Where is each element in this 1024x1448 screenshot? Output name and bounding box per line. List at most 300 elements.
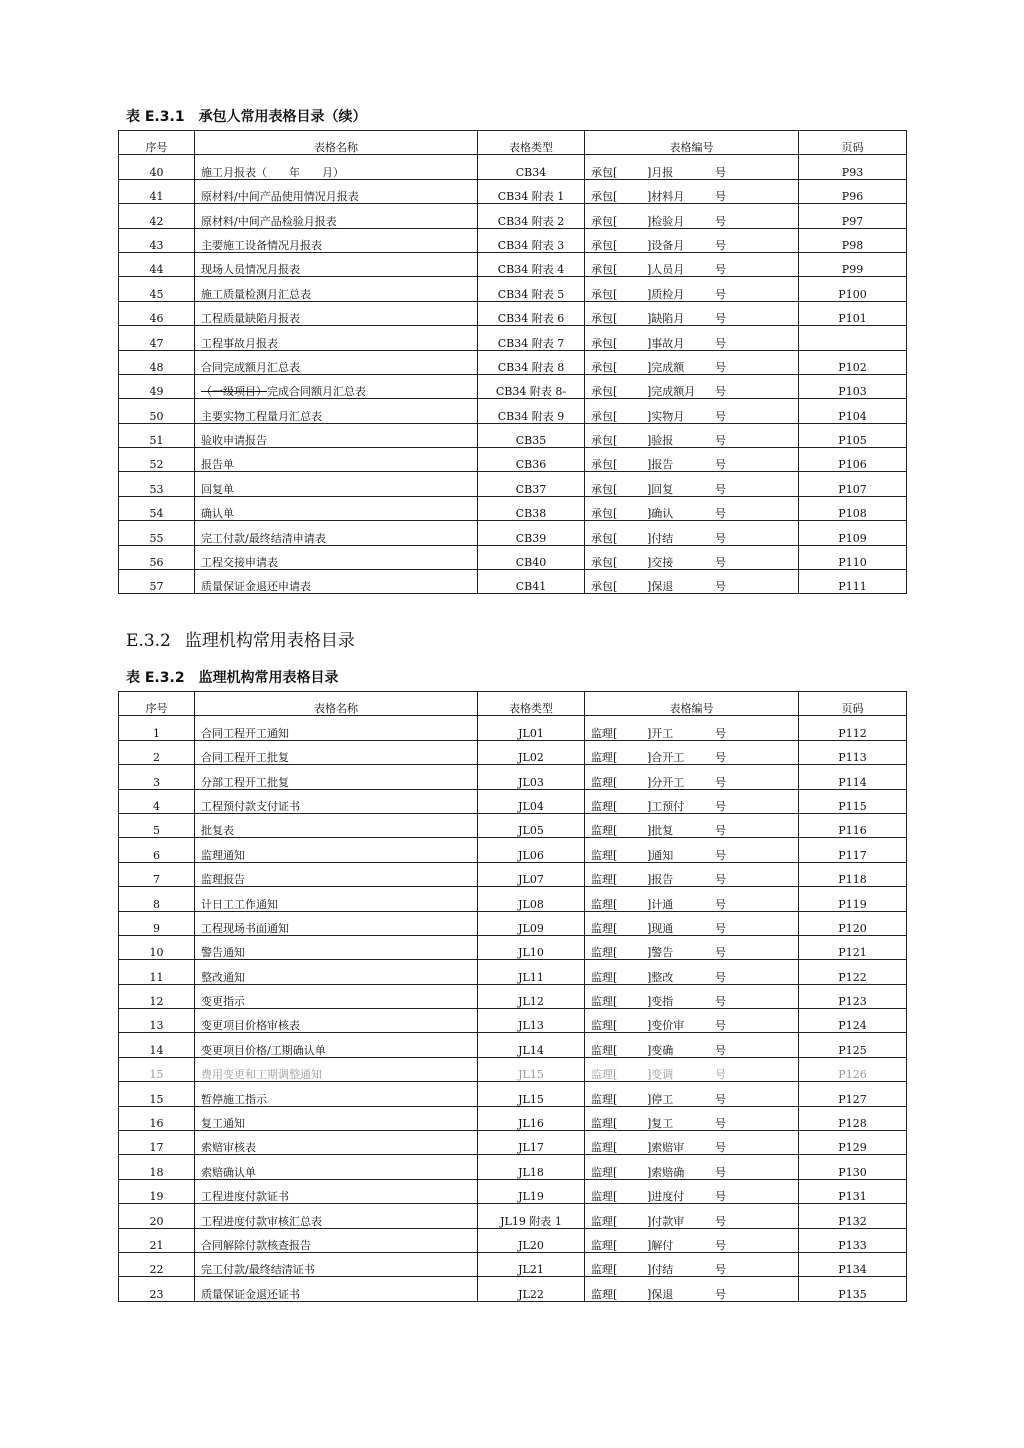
cell-page: P119 (799, 887, 907, 911)
code-suffix: 号 (715, 531, 726, 545)
code-prefix: 承包[ (591, 556, 618, 570)
table-row (119, 301, 907, 325)
cell-form-code (585, 1155, 799, 1179)
cell-page: P127 (799, 1082, 907, 1106)
form-name-text: 施工质量检测月汇总表 (201, 287, 311, 301)
form-name-text: 监理通知 (201, 848, 245, 862)
code-body: ]索赔确 (647, 1165, 685, 1179)
cell-form-code (585, 1228, 799, 1252)
cell-form-type: JL15 (478, 1057, 585, 1081)
form-name-text: 工程预付款支付证书 (201, 799, 300, 813)
code-body: ]完成额 (647, 360, 685, 374)
cell-form-name (195, 740, 478, 764)
code-body: ]变确 (647, 1043, 674, 1057)
table-row (119, 813, 907, 837)
code-body: ]缺陷月 (647, 312, 685, 326)
form-name-text: 合同解除付款核查报告 (201, 1238, 311, 1252)
code-body: ]月报 (647, 165, 674, 179)
code-body: ]工预付 (647, 799, 685, 813)
cell-form-name (195, 374, 478, 398)
form-name-text: 变更项目价格/工期确认单 (201, 1043, 326, 1057)
header-form-name: 表格名称 (195, 692, 478, 716)
code-body: ]付结 (647, 1263, 674, 1277)
code-prefix: 承包[ (591, 238, 618, 252)
table-row (119, 862, 907, 886)
cell-form-code (585, 228, 799, 252)
form-name-text: 完成合同额月汇总表 (267, 385, 366, 399)
form-name-text: 合同完成额月汇总表 (201, 360, 300, 374)
cell-form-name (195, 350, 478, 374)
code-body: ]检验月 (647, 214, 685, 228)
cell-form-code (585, 448, 799, 472)
code-suffix: 号 (715, 824, 726, 838)
cell-page: P104 (799, 399, 907, 423)
code-suffix: 号 (715, 897, 726, 911)
cell-page: P126 (799, 1057, 907, 1081)
cell-serial: 23 (119, 1277, 195, 1301)
code-prefix: 承包[ (591, 580, 618, 594)
code-prefix: 承包[ (591, 507, 618, 521)
cell-page: P108 (799, 496, 907, 520)
code-suffix: 号 (715, 1141, 726, 1155)
code-prefix: 监理[ (591, 1068, 618, 1082)
cell-form-type: JL20 (478, 1228, 585, 1252)
code-suffix: 号 (715, 507, 726, 521)
table-header-row (119, 692, 907, 716)
header-form-type: 表格类型 (478, 692, 585, 716)
code-suffix: 号 (715, 1092, 726, 1106)
code-body: ]索赔审 (647, 1141, 685, 1155)
cell-form-code (585, 887, 799, 911)
table-row (119, 374, 907, 398)
cell-page (799, 326, 907, 350)
cell-page: P120 (799, 911, 907, 935)
cell-form-code (585, 862, 799, 886)
cell-serial: 22 (119, 1252, 195, 1276)
cell-form-type: JL01 (478, 716, 585, 740)
form-name-text: 质量保证金退还申请表 (201, 580, 311, 594)
cell-form-name (195, 326, 478, 350)
code-prefix: 承包[ (591, 482, 618, 496)
cell-form-code (585, 1106, 799, 1130)
section-number: E.3.2 (126, 631, 171, 651)
cell-serial: 55 (119, 521, 195, 545)
cell-form-type: CB34 附表 2 (478, 204, 585, 228)
code-suffix: 号 (715, 1117, 726, 1131)
code-body: ]事故月 (647, 336, 685, 350)
table-row (119, 1155, 907, 1179)
table-row (119, 911, 907, 935)
cell-page: P132 (799, 1204, 907, 1228)
cell-form-type: CB37 (478, 472, 585, 496)
form-name-text: 整改通知 (201, 970, 245, 984)
cell-form-code (585, 496, 799, 520)
code-prefix: 监理[ (591, 1263, 618, 1277)
cell-form-code (585, 1057, 799, 1081)
code-prefix: 监理[ (591, 1019, 618, 1033)
cell-form-name (195, 570, 478, 594)
cell-form-name (195, 1277, 478, 1301)
cell-page: P97 (799, 204, 907, 228)
code-prefix: 监理[ (591, 1238, 618, 1252)
cell-serial: 43 (119, 228, 195, 252)
cell-serial: 4 (119, 789, 195, 813)
cell-form-type: JL17 (478, 1131, 585, 1155)
cell-form-code (585, 472, 799, 496)
form-name-text: 费用变更和工期调整通知 (201, 1068, 322, 1082)
code-body: ]开工 (647, 726, 674, 740)
code-prefix: 监理[ (591, 799, 618, 813)
cell-page: P103 (799, 374, 907, 398)
form-name-text: 分部工程开工批复 (201, 775, 289, 789)
cell-form-type: CB34 附表 1 (478, 179, 585, 203)
cell-serial: 14 (119, 1033, 195, 1057)
cell-serial: 52 (119, 448, 195, 472)
cell-form-type: CB34 附表 8 (478, 350, 585, 374)
cell-form-name (195, 1057, 478, 1081)
cell-page: P122 (799, 960, 907, 984)
code-body: ]变调 (647, 1068, 674, 1082)
code-prefix: 承包[ (591, 531, 618, 545)
cell-page: P135 (799, 1277, 907, 1301)
code-prefix: 监理[ (591, 970, 618, 984)
code-prefix: 承包[ (591, 336, 618, 350)
cell-page: P129 (799, 1131, 907, 1155)
cell-form-code (585, 789, 799, 813)
table-row (119, 252, 907, 276)
code-body: ]解付 (647, 1238, 674, 1252)
table-row (119, 1057, 907, 1081)
cell-form-code (585, 545, 799, 569)
table-header-row (119, 131, 907, 155)
contractor-forms-table (118, 130, 907, 594)
cell-form-type: JL16 (478, 1106, 585, 1130)
code-prefix: 监理[ (591, 1043, 618, 1057)
cell-form-code (585, 1009, 799, 1033)
cell-form-name (195, 448, 478, 472)
table-row (119, 1277, 907, 1301)
code-body: ]确认 (647, 507, 674, 521)
cell-page: P131 (799, 1179, 907, 1203)
cell-page: P102 (799, 350, 907, 374)
table-row (119, 1204, 907, 1228)
table-row (119, 887, 907, 911)
cell-form-code (585, 1179, 799, 1203)
code-prefix: 承包[ (591, 165, 618, 179)
cell-form-code (585, 277, 799, 301)
cell-page: P123 (799, 984, 907, 1008)
code-suffix: 号 (715, 1043, 726, 1057)
cell-serial: 8 (119, 887, 195, 911)
code-body: ]警告 (647, 946, 674, 960)
cell-form-type: CB40 (478, 545, 585, 569)
code-body: ]停工 (647, 1092, 674, 1106)
table-row (119, 765, 907, 789)
table-row (119, 521, 907, 545)
form-name-text: 变更指示 (201, 995, 245, 1009)
cell-serial: 7 (119, 862, 195, 886)
code-body: ]变价审 (647, 1019, 685, 1033)
code-prefix: 监理[ (591, 897, 618, 911)
code-body: ]计通 (647, 897, 674, 911)
cell-form-name (195, 1252, 478, 1276)
form-name-text: 批复表 (201, 824, 234, 838)
table-row (119, 448, 907, 472)
cell-serial: 12 (119, 984, 195, 1008)
cell-page: P113 (799, 740, 907, 764)
table-row (119, 570, 907, 594)
code-prefix: 承包[ (591, 287, 618, 301)
cell-serial: 19 (119, 1179, 195, 1203)
cell-serial: 1 (119, 716, 195, 740)
cell-form-type: JL02 (478, 740, 585, 764)
table-row (119, 1106, 907, 1130)
cell-form-type: CB41 (478, 570, 585, 594)
cell-serial: 56 (119, 545, 195, 569)
form-name-text: 变更项目价格审核表 (201, 1019, 300, 1033)
code-suffix: 号 (715, 385, 726, 399)
cell-form-code (585, 984, 799, 1008)
cell-serial: 3 (119, 765, 195, 789)
cell-serial: 44 (119, 252, 195, 276)
cell-serial: 17 (119, 1131, 195, 1155)
cell-form-name (195, 765, 478, 789)
cell-page: P134 (799, 1252, 907, 1276)
cell-form-type: JL03 (478, 765, 585, 789)
cell-form-code (585, 301, 799, 325)
cell-page: P106 (799, 448, 907, 472)
code-prefix: 监理[ (591, 1092, 618, 1106)
cell-form-code (585, 326, 799, 350)
table-row (119, 789, 907, 813)
code-body: ]质检月 (647, 287, 685, 301)
cell-page: P125 (799, 1033, 907, 1057)
code-suffix: 号 (715, 921, 726, 935)
code-prefix: 监理[ (591, 1117, 618, 1131)
cell-form-name (195, 1009, 478, 1033)
cell-page: P133 (799, 1228, 907, 1252)
code-body: ]保退 (647, 1287, 674, 1301)
cell-serial: 5 (119, 813, 195, 837)
code-body: ]分开工 (647, 775, 685, 789)
table-row (119, 155, 907, 179)
form-name-text: 复工通知 (201, 1117, 245, 1131)
cell-form-type: CB34 附表 7 (478, 326, 585, 350)
code-body: ]付结 (647, 531, 674, 545)
cell-serial: 6 (119, 838, 195, 862)
cell-form-name (195, 277, 478, 301)
cell-form-code (585, 350, 799, 374)
form-name-text: 工程交接申请表 (201, 556, 278, 570)
cell-serial: 48 (119, 350, 195, 374)
form-name-text: 主要施工设备情况月报表 (201, 238, 322, 252)
cell-form-code (585, 1033, 799, 1057)
table-row (119, 1252, 907, 1276)
cell-form-type: JL10 (478, 935, 585, 959)
code-suffix: 号 (715, 287, 726, 301)
cell-serial: 57 (119, 570, 195, 594)
code-suffix: 号 (715, 336, 726, 350)
form-name-text: 计日工工作通知 (201, 897, 278, 911)
code-prefix: 承包[ (591, 409, 618, 423)
cell-form-type: CB34 附表 4 (478, 252, 585, 276)
header-form-code: 表格编号 (585, 692, 799, 716)
code-body: ]变指 (647, 995, 674, 1009)
cell-page: P111 (799, 570, 907, 594)
cell-form-name (195, 179, 478, 203)
cell-form-name (195, 155, 478, 179)
cell-form-type: CB36 (478, 448, 585, 472)
form-name-text: 原材料/中间产品检验月报表 (201, 214, 337, 228)
code-suffix: 号 (715, 775, 726, 789)
cell-form-code (585, 1204, 799, 1228)
cell-form-name (195, 399, 478, 423)
cell-form-code (585, 716, 799, 740)
cell-form-name (195, 1179, 478, 1203)
cell-form-name (195, 911, 478, 935)
form-name-text: 现场人员情况月报表 (201, 263, 300, 277)
cell-form-code (585, 935, 799, 959)
cell-form-name (195, 1204, 478, 1228)
cell-form-type: JL19 (478, 1179, 585, 1203)
cell-serial: 9 (119, 911, 195, 935)
cell-form-name (195, 960, 478, 984)
cell-form-code (585, 570, 799, 594)
cell-form-type: CB34 附表 5 (478, 277, 585, 301)
table-row (119, 984, 907, 1008)
table-row (119, 496, 907, 520)
cell-form-type: JL18 (478, 1155, 585, 1179)
cell-page: P98 (799, 228, 907, 252)
cell-form-code (585, 911, 799, 935)
cell-form-type: JL06 (478, 838, 585, 862)
cell-serial: 45 (119, 277, 195, 301)
cell-page: P128 (799, 1106, 907, 1130)
table-row (119, 1131, 907, 1155)
code-body: ]设备月 (647, 238, 685, 252)
table2-caption-title: 监理机构常用表格目录 (198, 670, 339, 686)
header-form-type: 表格类型 (478, 131, 585, 155)
cell-serial: 40 (119, 155, 195, 179)
cell-form-name (195, 716, 478, 740)
cell-page: P115 (799, 789, 907, 813)
form-name-text: 工程事故月报表 (201, 336, 278, 350)
cell-serial: 16 (119, 1106, 195, 1130)
cell-serial: 47 (119, 326, 195, 350)
cell-form-type: JL04 (478, 789, 585, 813)
cell-form-name (195, 545, 478, 569)
form-name-text: 暂停施工指示 (201, 1092, 267, 1106)
code-body: ]人员月 (647, 263, 685, 277)
code-prefix: 承包[ (591, 458, 618, 472)
cell-serial: 15 (119, 1082, 195, 1106)
code-prefix: 承包[ (591, 312, 618, 326)
code-body: ]复工 (647, 1117, 674, 1131)
cell-form-name (195, 838, 478, 862)
cell-form-code (585, 521, 799, 545)
code-body: ]完成额月 (647, 385, 696, 399)
code-suffix: 号 (715, 1019, 726, 1033)
cell-serial: 54 (119, 496, 195, 520)
code-prefix: 监理[ (591, 824, 618, 838)
cell-form-name (195, 472, 478, 496)
code-body: ]保退 (647, 580, 674, 594)
form-name-text: 合同工程开工通知 (201, 726, 289, 740)
form-name-text: 警告通知 (201, 946, 245, 960)
cell-serial: 41 (119, 179, 195, 203)
cell-form-type: CB34 附表 9 (478, 399, 585, 423)
code-body: ]付款审 (647, 1214, 685, 1228)
code-body: ]进度付 (647, 1190, 685, 1204)
cell-form-type: JL22 (478, 1277, 585, 1301)
cell-form-name (195, 1131, 478, 1155)
cell-form-code (585, 838, 799, 862)
code-suffix: 号 (715, 1214, 726, 1228)
cell-page: P130 (799, 1155, 907, 1179)
cell-serial: 10 (119, 935, 195, 959)
code-suffix: 号 (715, 751, 726, 765)
cell-serial: 42 (119, 204, 195, 228)
code-body: ]报告 (647, 458, 674, 472)
code-prefix: 监理[ (591, 775, 618, 789)
code-prefix: 监理[ (591, 1190, 618, 1204)
table-row (119, 740, 907, 764)
form-name-text: 索赔审核表 (201, 1141, 256, 1155)
cell-form-code (585, 740, 799, 764)
table2-caption-number: 表 E.3.2 (126, 670, 185, 686)
code-suffix: 号 (715, 556, 726, 570)
code-suffix: 号 (715, 1287, 726, 1301)
cell-serial: 15 (119, 1057, 195, 1081)
cell-form-name (195, 204, 478, 228)
cell-form-type: CB34 附表 6 (478, 301, 585, 325)
cell-page: P100 (799, 277, 907, 301)
form-name-text: 确认单 (201, 507, 234, 521)
cell-form-type: CB34 附表 3 (478, 228, 585, 252)
cell-page: P117 (799, 838, 907, 862)
code-prefix: 监理[ (591, 1214, 618, 1228)
cell-form-name (195, 935, 478, 959)
table-row (119, 716, 907, 740)
code-prefix: 承包[ (591, 190, 618, 204)
cell-form-type: JL13 (478, 1009, 585, 1033)
cell-page: P124 (799, 1009, 907, 1033)
table2-caption (126, 667, 353, 687)
table-row (119, 326, 907, 350)
cell-form-name (195, 301, 478, 325)
code-prefix: 承包[ (591, 434, 618, 448)
form-name-text: 验收申请报告 (201, 434, 267, 448)
cell-form-code (585, 1082, 799, 1106)
cell-form-type: JL05 (478, 813, 585, 837)
cell-serial: 49 (119, 374, 195, 398)
code-suffix: 号 (715, 434, 726, 448)
table1-caption-title: 承包人常用表格目录（续） (198, 109, 367, 125)
code-suffix: 号 (715, 873, 726, 887)
table-row (119, 1033, 907, 1057)
cell-form-type: JL11 (478, 960, 585, 984)
code-prefix: 承包[ (591, 214, 618, 228)
cell-serial: 53 (119, 472, 195, 496)
supervision-forms-table (118, 691, 907, 1302)
code-body: ]批复 (647, 824, 674, 838)
code-suffix: 号 (715, 1068, 726, 1082)
cell-form-name (195, 423, 478, 447)
cell-form-type: CB34 附表 8- (478, 374, 585, 398)
cell-form-type: JL12 (478, 984, 585, 1008)
cell-page: P114 (799, 765, 907, 789)
form-name-text: 工程进度付款审核汇总表 (201, 1214, 322, 1228)
